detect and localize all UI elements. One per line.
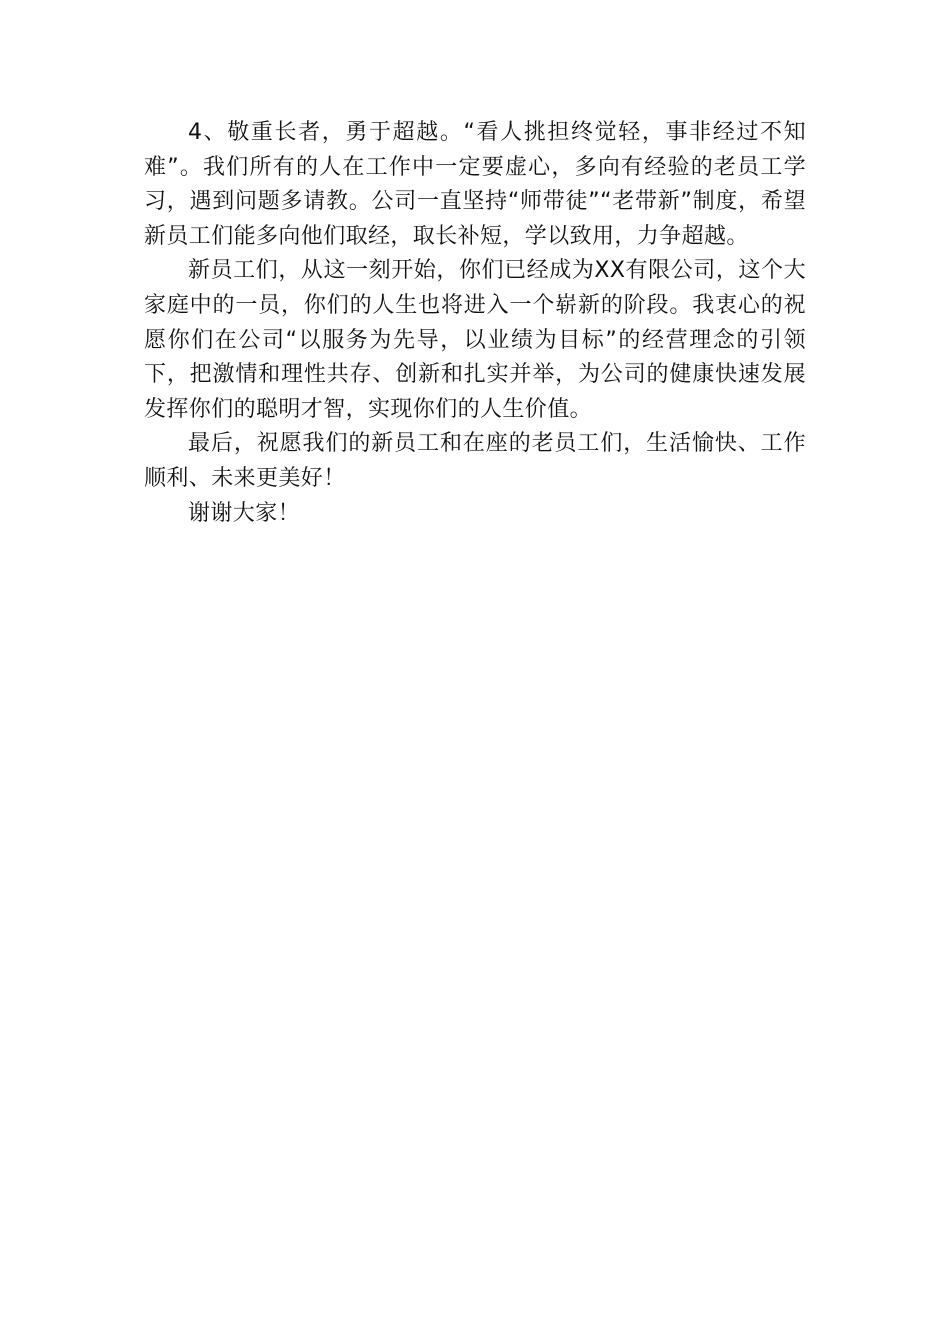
paragraph-respect-elders: 4、敬重长者，勇于超越。“看人挑担终觉轻，事非经过不知难”。我们所有的人在工作中一定要虚心，多向有经验的老员工学习，遇到问题多请教。公司一直坚持“师带徒”“老带新”制度，希望新员工们能多向他们取经，取长补短，学以致用，力争超越。 xyxy=(144,120,806,249)
paragraph-thanks: 谢谢大家！ xyxy=(188,500,301,526)
document-body xyxy=(144,116,806,531)
paragraph-closing-wishes: 最后，祝愿我们的新员工和在座的老员工们，生活愉快、工作顺利、未来更美好！ xyxy=(144,431,806,491)
paragraph-new-employees: 新员工们，从这一刻开始，你们已经成为XX有限公司，这个大家庭中的一员，你们的人生也将进入一个崭新的阶段。我衷心的祝愿你们在公司“以服务为先导，以业绩为目标”的经营理念的引领下，把激情和理性共存、创新和扎实并举，为公司的健康快速发展发挥你们的聪明才智，实现你们的人生价值。 xyxy=(144,258,806,422)
